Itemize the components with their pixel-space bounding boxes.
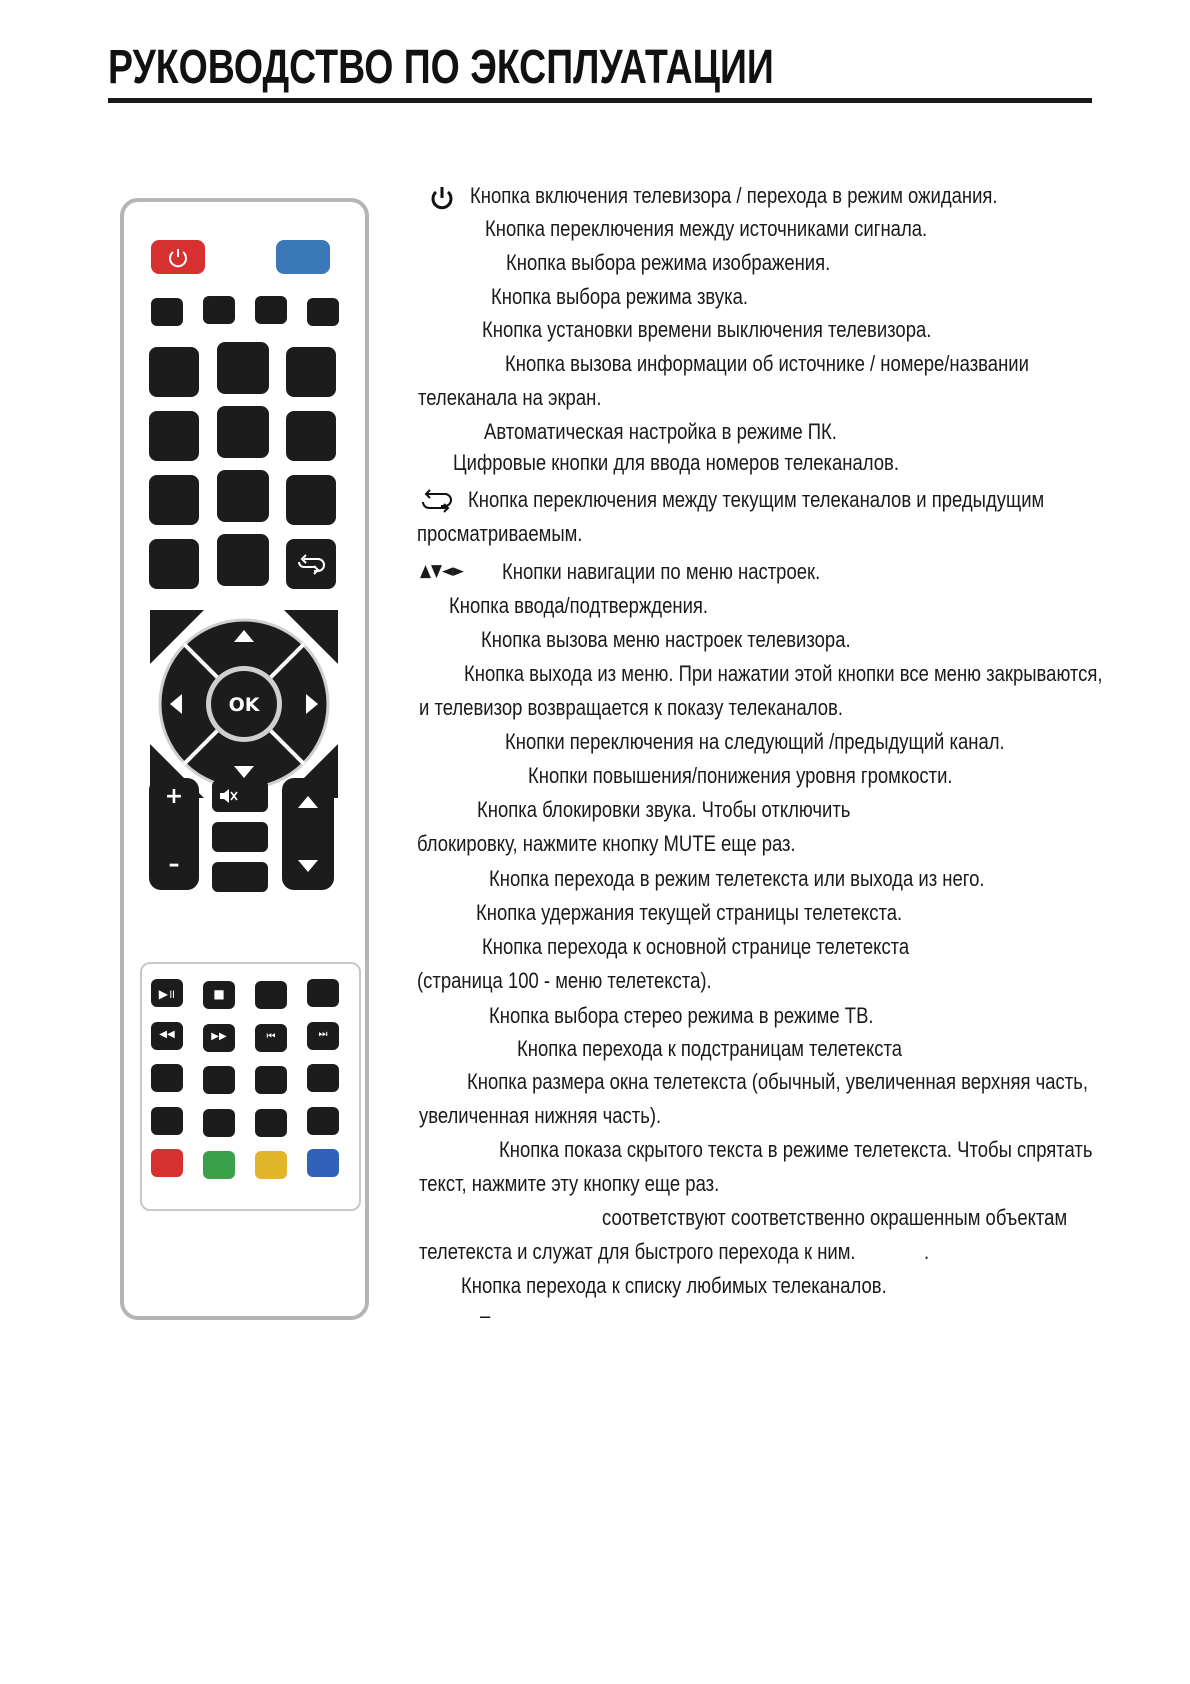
mute-icon xyxy=(212,780,268,812)
ok-button-label: OK xyxy=(228,694,260,716)
remote-digit-button xyxy=(217,534,269,586)
remote-power-button xyxy=(151,240,205,274)
power-icon xyxy=(151,240,205,274)
remote-small-button xyxy=(255,296,287,324)
desc-line: телетекста и служат для быстрого перехода к ним. xyxy=(419,1239,856,1264)
remote-digit-button xyxy=(149,475,199,525)
mute-button xyxy=(212,780,268,812)
desc-line: Кнопка удержания текущей страницы телетекста. xyxy=(476,900,903,925)
previous-button xyxy=(255,1024,287,1052)
play-pause-icon: ▶॥ xyxy=(158,987,176,1001)
desc-line: Кнопка вызова информации об источнике / номере/названии xyxy=(505,351,1029,376)
desc-line: Кнопка размера окна телетекста (обычный, увеличенная верхняя часть, xyxy=(467,1069,1089,1094)
desc-line: блокировку, нажмите кнопку MUTE еще раз. xyxy=(417,831,796,856)
remote-small-button xyxy=(307,979,339,1007)
desc-line: увеличенная нижняя часть). xyxy=(419,1103,662,1128)
remote-small-button xyxy=(151,1064,183,1092)
title-divider xyxy=(108,98,1092,103)
desc-line: Кнопка перехода в режим телетекста или выхода из него. xyxy=(489,866,985,891)
channel-rocker xyxy=(282,778,334,890)
stop-icon: ■ xyxy=(213,987,225,1001)
stop-button xyxy=(203,981,235,1009)
desc-line: Кнопка переключения между текущим телеканалов и предыдущим xyxy=(468,487,1045,512)
desc-line: соответствуют соответственно окрашенным объектам xyxy=(602,1205,1068,1230)
remote-small-button xyxy=(151,1107,183,1135)
desc-line: Кнопка выхода из меню. При нажатии этой кнопки все меню закрываются, xyxy=(464,661,1103,686)
remote-digit-button xyxy=(149,411,199,461)
remote-small-button xyxy=(307,1064,339,1092)
remote-small-button xyxy=(255,1109,287,1137)
desc-line: Кнопка включения телевизора / перехода в режим ожидания. xyxy=(470,183,998,208)
desc-line: Кнопка блокировки звука. Чтобы отключить xyxy=(477,797,851,822)
rewind-button xyxy=(151,1022,183,1050)
volume-plus-label: + xyxy=(164,784,184,809)
desc-line: Кнопка установки времени выключения телевизора. xyxy=(482,317,932,342)
remote-small-button xyxy=(212,862,268,892)
remote-digit-button xyxy=(286,347,336,397)
remote-small-button xyxy=(307,1107,339,1135)
remote-digit-button xyxy=(149,347,199,397)
desc-line: Кнопка выбора режима изображения. xyxy=(506,250,831,275)
desc-line: (страница 100 - меню телетекста). xyxy=(417,968,712,993)
remote-small-button xyxy=(212,822,268,852)
navigation-cluster xyxy=(144,604,344,804)
desc-line: Кнопки повышения/понижения уровня громкости. xyxy=(528,763,953,788)
remote-digit-button xyxy=(217,406,269,458)
remote-small-button xyxy=(203,296,235,324)
remote-small-button xyxy=(151,298,183,326)
desc-line: Кнопка ввода/подтверждения. xyxy=(449,593,709,618)
desc-line: просматриваемым. xyxy=(417,521,583,546)
desc-line: Кнопка выбора режима звука. xyxy=(491,284,748,309)
remote-small-button xyxy=(307,298,339,326)
desc-line: текст, нажмите эту кнопку еще раз. xyxy=(419,1171,720,1196)
channel-arrows-icon xyxy=(282,778,334,890)
desc-line: Кнопка выбора стерео режима в режиме ТВ. xyxy=(489,1003,874,1028)
remote-digit-button xyxy=(286,475,336,525)
remote-digit-button xyxy=(217,470,269,522)
green-button xyxy=(203,1151,235,1179)
desc-line: Цифровые кнопки для ввода номеров телеканалов. xyxy=(453,450,900,475)
remote-digit-button xyxy=(217,342,269,394)
rewind-icon: ◀◀ xyxy=(159,1029,175,1040)
desc-line: Кнопка перехода к основной странице телетекста xyxy=(482,934,910,959)
remote-small-button xyxy=(203,1109,235,1137)
desc-line: Кнопка вызова меню настроек телевизора. xyxy=(481,627,851,652)
desc-line: телеканала на экран. xyxy=(418,385,602,410)
next-button xyxy=(307,1022,339,1050)
remote-digit-button xyxy=(286,411,336,461)
fast-forward-button xyxy=(203,1024,235,1052)
volume-rocker xyxy=(149,778,199,890)
blue-button xyxy=(307,1149,339,1177)
power-icon xyxy=(428,184,456,212)
remote-small-button xyxy=(203,1066,235,1094)
recall-arrows-icon xyxy=(417,488,457,514)
previous-icon: ⏮ xyxy=(266,1031,276,1042)
remote-control xyxy=(120,198,369,1320)
nav-arrows-icon: ▲▼◄► xyxy=(420,561,464,581)
desc-line: – xyxy=(480,1303,491,1328)
desc-line: . xyxy=(924,1239,930,1264)
desc-line: Кнопка показа скрытого текста в режиме телетекста. Чтобы спрятать xyxy=(499,1137,1093,1162)
remote-source-button xyxy=(276,240,330,274)
desc-line: Автоматическая настройка в режиме ПК. xyxy=(484,419,837,444)
yellow-button xyxy=(255,1151,287,1179)
fast-forward-icon: ▶▶ xyxy=(211,1031,227,1042)
desc-line: Кнопка перехода к списку любимых телеканалов. xyxy=(461,1273,887,1298)
remote-recall-button xyxy=(286,539,336,589)
desc-line: Кнопка перехода к подстраницам телетекста xyxy=(517,1036,903,1061)
desc-line: и телевизор возвращается к показу телеканалов. xyxy=(419,695,844,720)
remote-digit-button xyxy=(149,539,199,589)
remote-small-button xyxy=(255,1066,287,1094)
desc-line: Кнопки навигации по меню настроек. xyxy=(502,559,821,584)
volume-minus-label: – xyxy=(168,852,180,877)
desc-line: Кнопки переключения на следующий /предыдущий канал. xyxy=(505,729,1005,754)
page-title: РУКОВОДСТВО ПО ЭКСПЛУАТАЦИИ xyxy=(108,41,774,94)
remote-small-button xyxy=(255,981,287,1009)
red-button xyxy=(151,1149,183,1177)
recall-arrows-icon xyxy=(286,539,336,589)
next-icon: ⏭ xyxy=(318,1029,328,1040)
desc-line: Кнопка переключения между источниками сигнала. xyxy=(485,216,928,241)
play-pause-button xyxy=(151,979,183,1007)
